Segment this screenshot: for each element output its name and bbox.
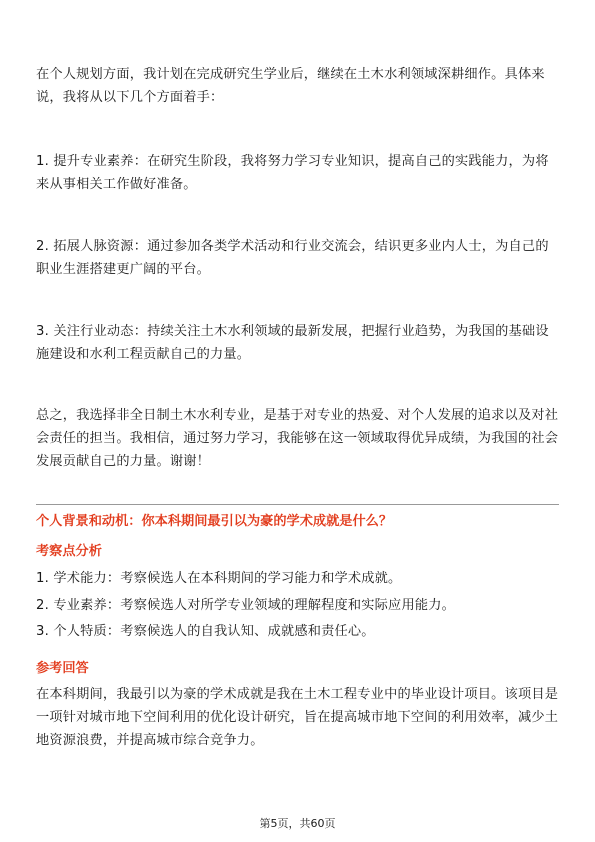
section-divider <box>36 504 559 505</box>
plan-point-1: 1. 提升专业素养：在研究生阶段，我将努力学习专业知识，提高自己的实践能力，为将来从事相关工作做好准备。 <box>36 154 549 192</box>
plan-point-3: 3. 关注行业动态：持续关注土木水利领域的最新发展，把握行业趋势，为我国的基础设施建设和水利工程贡献自己的力量。 <box>36 324 549 362</box>
analysis-item: 3. 个人特质：考察候选人的自我认知、成就感和责任心。 <box>36 624 375 639</box>
interview-question: 个人背景和动机：你本科期间最引以为豪的学术成就是什么？ <box>36 514 393 529</box>
intro-paragraph: 在个人规划方面，我计划在完成研究生学业后，继续在土木水利领域深耕细作。具体来说，我将从以下几个方面着手： <box>36 67 545 105</box>
analysis-item: 1. 学术能力：考察候选人在本科期间的学习能力和学术成就。 <box>36 571 402 586</box>
answer-heading: 参考回答 <box>36 661 89 676</box>
analysis-list <box>36 566 559 646</box>
analysis-item: 2. 专业素养：考察候选人对所学专业领域的理解程度和实际应用能力。 <box>36 597 455 613</box>
conclusion-paragraph: 总之，我选择非全日制土木水利专业，是基于对专业的热爱、对个人发展的追求以及对社会责任的担当。我相信，通过努力学习，我能够在这一领域取得优异成绩，为我国的社会发展贡献自己的力量。谢谢！ <box>36 408 559 469</box>
analysis-heading: 考察点分析 <box>36 544 102 559</box>
page-footer: 第5页，共60页 <box>259 817 336 830</box>
plan-point-2: 2. 拓展人脉资源：通过参加各类学术活动和行业交流会，结识更多业内人士，为自己的职业生涯搭建更广阔的平台。 <box>36 239 549 277</box>
answer-paragraph: 在本科期间，我最引以为豪的学术成就是我在土木工程专业中的毕业设计项目。该项目是一项针对城市地下空间利用的优化设计研究，旨在提高城市地下空间的利用效率，减少土地资源浪费，并提高城市综合竞争力。 <box>36 687 559 748</box>
